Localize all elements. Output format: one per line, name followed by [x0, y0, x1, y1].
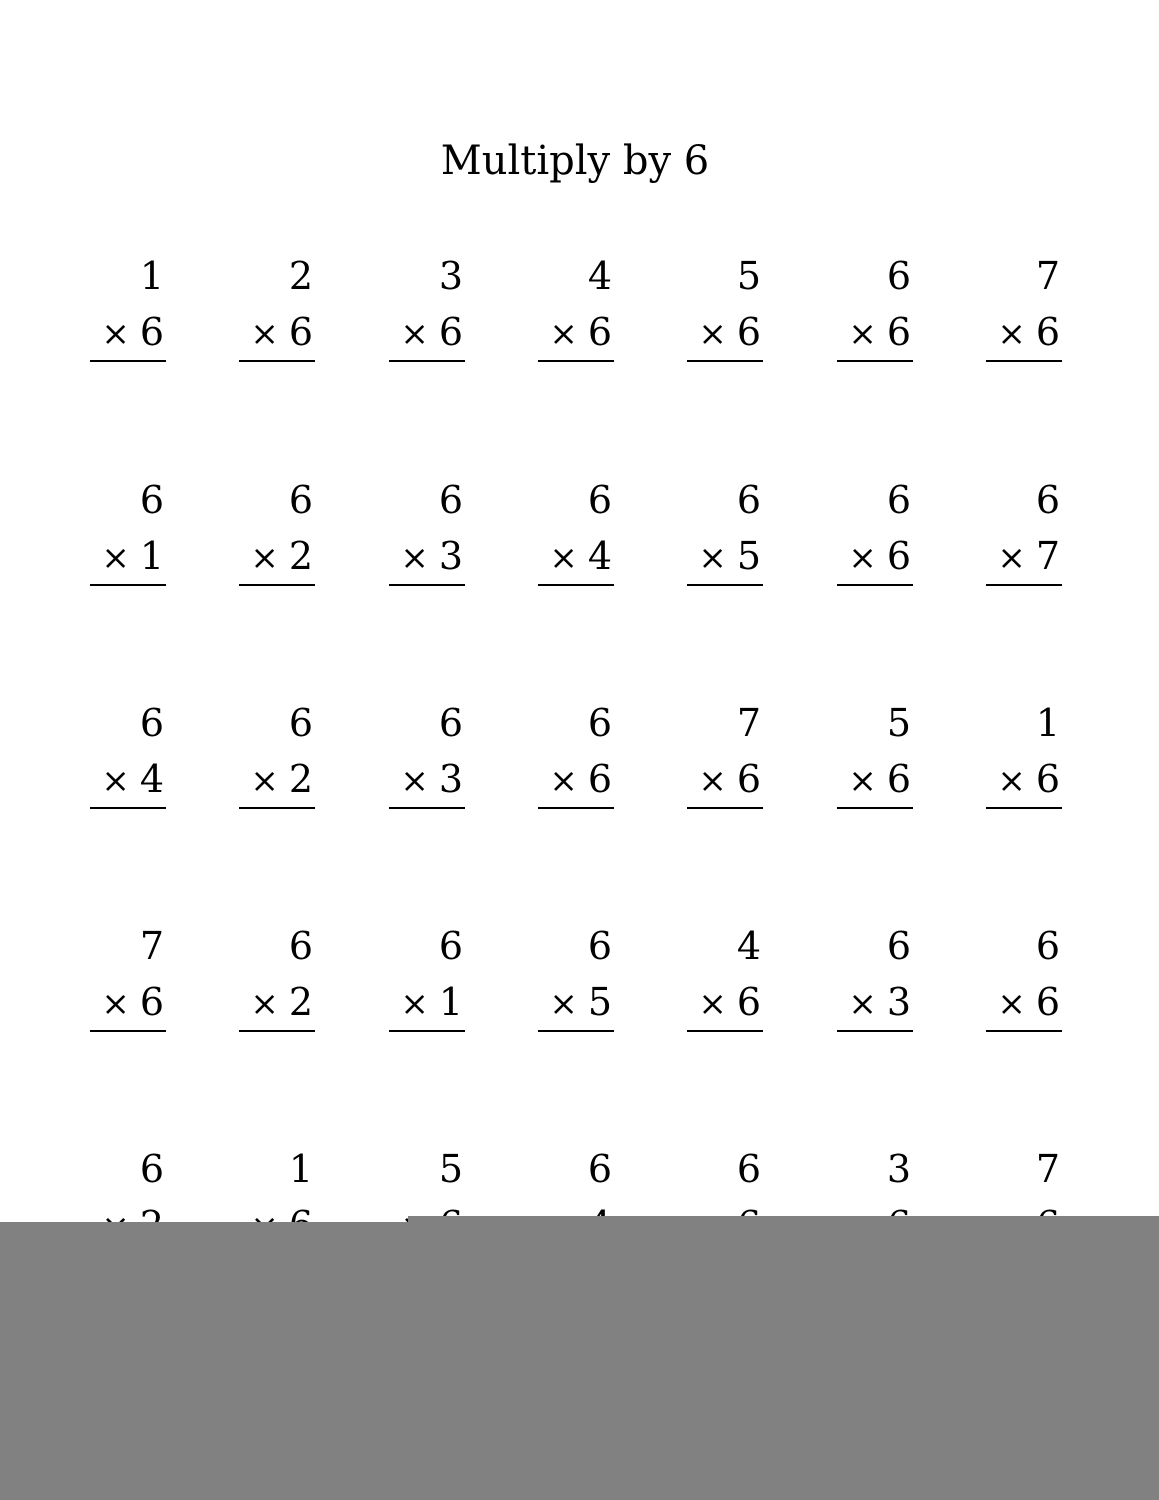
multiplier: 5 — [587, 980, 612, 1024]
problem — [687, 248, 763, 362]
multiply-sign: × — [848, 538, 877, 578]
multiplier-line — [837, 974, 913, 1032]
multiplicand: 6 — [886, 478, 911, 522]
multiplicand: 6 — [438, 701, 463, 745]
multiplier-line — [986, 528, 1062, 586]
multiplier-line — [239, 974, 315, 1032]
multiplier-line — [90, 751, 166, 809]
multiplier: 1 — [438, 980, 463, 1024]
multiplicand: 6 — [886, 924, 911, 968]
multiply-sign: × — [400, 984, 429, 1024]
problem — [837, 472, 913, 586]
multiplicand: 4 — [736, 924, 761, 968]
multiplicand: 6 — [1035, 924, 1060, 968]
multiply-sign: × — [549, 538, 578, 578]
problem — [986, 918, 1062, 1032]
multiplier-line — [986, 974, 1062, 1032]
multiplier: 6 — [886, 534, 911, 578]
multiplicand: 6 — [736, 1147, 761, 1191]
multiply-sign: × — [250, 314, 279, 354]
multiply-sign: × — [997, 761, 1026, 801]
problem — [90, 695, 166, 809]
multiplicand: 6 — [587, 478, 612, 522]
problem — [837, 248, 913, 362]
multiplier: 6 — [438, 310, 463, 354]
problem — [239, 918, 315, 1032]
problem — [538, 248, 614, 362]
multiplier: 2 — [288, 757, 313, 801]
problem — [687, 695, 763, 809]
multiply-sign: × — [997, 984, 1026, 1024]
multiply-sign: × — [997, 314, 1026, 354]
multiply-sign: × — [101, 314, 130, 354]
multiplier: 6 — [1035, 757, 1060, 801]
multiplier-line — [389, 304, 465, 362]
multiplicand: 5 — [736, 254, 761, 298]
multiplier: 6 — [736, 980, 761, 1024]
worksheet-title: Multiply by 6 — [440, 138, 710, 184]
problem — [538, 472, 614, 586]
multiplicand: 7 — [139, 924, 164, 968]
multiply-sign: × — [848, 314, 877, 354]
problem — [90, 918, 166, 1032]
multiplier: 4 — [139, 757, 164, 801]
multiplier: 6 — [886, 310, 911, 354]
multiplicand: 1 — [1035, 701, 1060, 745]
problem — [239, 695, 315, 809]
multiplier: 6 — [139, 980, 164, 1024]
problem — [986, 248, 1062, 362]
multiplicand: 5 — [438, 1147, 463, 1191]
multiplier-line — [90, 304, 166, 362]
problem — [389, 248, 465, 362]
multiplicand: 4 — [587, 254, 612, 298]
multiplier-line — [389, 528, 465, 586]
multiplicand: 6 — [1035, 478, 1060, 522]
problem — [687, 472, 763, 586]
multiplier: 6 — [139, 310, 164, 354]
multiplicand: 1 — [139, 254, 164, 298]
multiplier: 6 — [736, 310, 761, 354]
multiplier: 6 — [288, 310, 313, 354]
multiplier-line — [239, 751, 315, 809]
multiplier-line — [837, 751, 913, 809]
multiplicand: 6 — [139, 701, 164, 745]
multiplier: 3 — [438, 757, 463, 801]
multiplier-line — [687, 304, 763, 362]
multiplicand: 6 — [587, 701, 612, 745]
multiply-sign: × — [101, 984, 130, 1024]
multiplier: 6 — [736, 757, 761, 801]
multiplier-line — [239, 528, 315, 586]
multiplier: 6 — [886, 757, 911, 801]
problem — [837, 695, 913, 809]
multiplier: 3 — [886, 980, 911, 1024]
problem — [389, 472, 465, 586]
multiplicand: 5 — [886, 701, 911, 745]
multiply-sign: × — [698, 984, 727, 1024]
multiplier: 6 — [1035, 310, 1060, 354]
multiplicand: 1 — [288, 1147, 313, 1191]
problem — [538, 695, 614, 809]
problem — [837, 918, 913, 1032]
problem — [90, 472, 166, 586]
multiplier-line — [389, 751, 465, 809]
multiply-sign: × — [848, 761, 877, 801]
multiplier: 6 — [587, 757, 612, 801]
multiply-sign: × — [549, 314, 578, 354]
multiplier: 6 — [587, 310, 612, 354]
multiplier: 7 — [1035, 534, 1060, 578]
multiplicand: 6 — [438, 924, 463, 968]
problem — [389, 695, 465, 809]
gray-overlay-left — [0, 1222, 1159, 1500]
multiplier: 6 — [1035, 980, 1060, 1024]
multiply-sign: × — [698, 314, 727, 354]
multiply-sign: × — [101, 538, 130, 578]
multiplier-line — [687, 528, 763, 586]
problem — [239, 472, 315, 586]
multiplicand: 7 — [1035, 1147, 1060, 1191]
multiplier-line — [389, 974, 465, 1032]
multiplicand: 7 — [736, 701, 761, 745]
multiplicand: 6 — [288, 701, 313, 745]
multiply-sign: × — [400, 538, 429, 578]
problem — [239, 248, 315, 362]
multiplier-line — [687, 751, 763, 809]
problem — [90, 248, 166, 362]
multiplicand: 2 — [288, 254, 313, 298]
multiplier-line — [538, 528, 614, 586]
multiplicand: 3 — [886, 1147, 911, 1191]
multiplicand: 6 — [139, 478, 164, 522]
multiplier-line — [90, 974, 166, 1032]
multiply-sign: × — [698, 538, 727, 578]
multiplicand: 6 — [587, 1147, 612, 1191]
multiplier-line — [687, 974, 763, 1032]
multiplier-line — [239, 304, 315, 362]
multiply-sign: × — [848, 984, 877, 1024]
problem — [986, 695, 1062, 809]
multiplier: 3 — [438, 534, 463, 578]
multiplier-line — [986, 751, 1062, 809]
multiplier-line — [90, 528, 166, 586]
multiplier: 2 — [288, 534, 313, 578]
multiply-sign: × — [250, 538, 279, 578]
multiplier-line — [837, 304, 913, 362]
multiplier-line — [538, 304, 614, 362]
multiplier-line — [538, 751, 614, 809]
multiply-sign: × — [698, 761, 727, 801]
multiplier: 5 — [736, 534, 761, 578]
multiplicand: 6 — [288, 924, 313, 968]
multiply-sign: × — [101, 761, 130, 801]
multiplicand: 6 — [288, 478, 313, 522]
multiplicand: 6 — [139, 1147, 164, 1191]
multiply-sign: × — [400, 314, 429, 354]
problem — [538, 918, 614, 1032]
problem — [986, 472, 1062, 586]
multiplier-line — [986, 304, 1062, 362]
multiplier: 1 — [139, 534, 164, 578]
multiplicand: 6 — [438, 478, 463, 522]
multiplicand: 6 — [886, 254, 911, 298]
multiplier: 4 — [587, 534, 612, 578]
multiplier-line — [837, 528, 913, 586]
multiplier: 2 — [288, 980, 313, 1024]
multiplicand: 7 — [1035, 254, 1060, 298]
gray-overlay-right — [408, 1216, 1159, 1226]
multiplier-line — [538, 974, 614, 1032]
multiply-sign: × — [250, 761, 279, 801]
multiplicand: 6 — [587, 924, 612, 968]
multiply-sign: × — [549, 984, 578, 1024]
multiply-sign: × — [997, 538, 1026, 578]
multiply-sign: × — [250, 984, 279, 1024]
multiplicand: 3 — [438, 254, 463, 298]
multiply-sign: × — [400, 761, 429, 801]
problem — [687, 918, 763, 1032]
problem — [389, 918, 465, 1032]
multiplicand: 6 — [736, 478, 761, 522]
multiply-sign: × — [549, 761, 578, 801]
